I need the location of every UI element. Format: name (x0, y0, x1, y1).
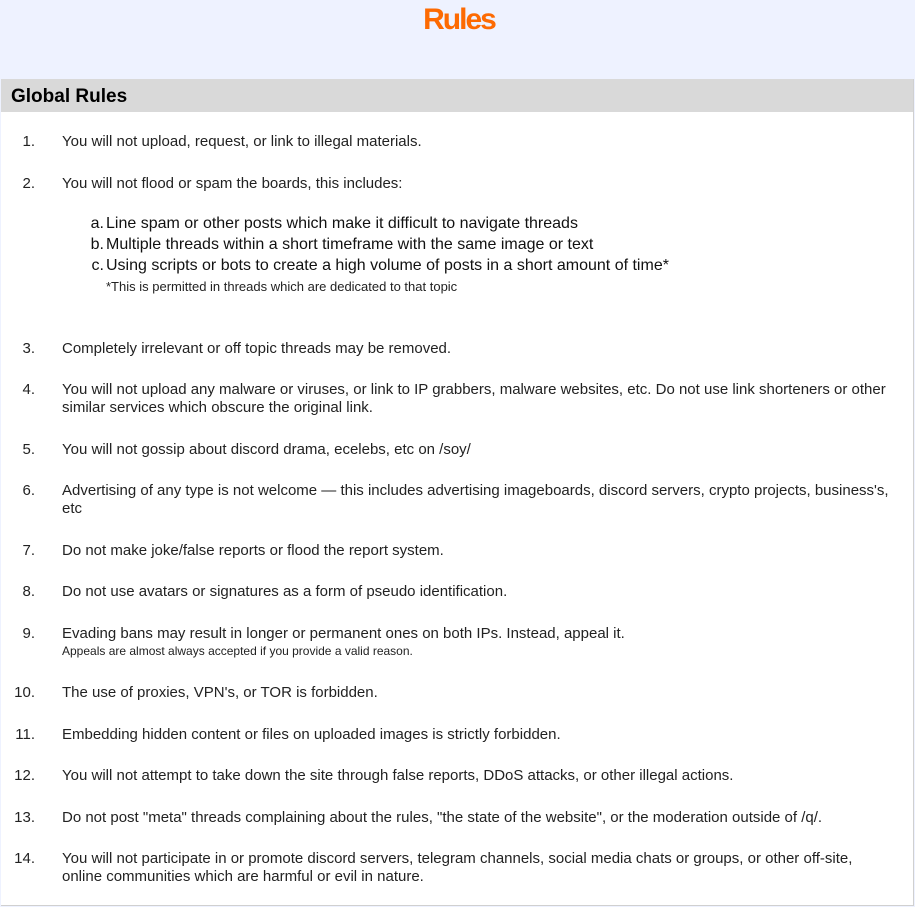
rule-text: You will not participate in or promote discord servers, telegram channels, social media chats or groups, or other off-site, online communities which are harmful or evil in nature. (62, 850, 853, 885)
sub-item-note: *This is permitted in threads which are dedicated to that topic (106, 279, 458, 294)
rules-box (1, 79, 914, 906)
page-header (0, 0, 915, 79)
rule-text: Do not use avatars or signatures as a form of pseudo identification. (62, 583, 508, 600)
rule-number: 14. (14, 850, 35, 867)
rule-number: 2. (22, 175, 35, 192)
rule-number: 9. (22, 625, 35, 642)
rule-text: You will not attempt to take down the site through false reports, DDoS attacks, or other illegal actions. (62, 767, 734, 784)
rule-number: 10. (14, 684, 35, 701)
rule-number: 5. (22, 441, 35, 458)
rule-text: Completely irrelevant or off topic threads may be removed. (62, 340, 452, 357)
rule-text: Do not post "meta" threads complaining about the rules, "the state of the website", or the moderation outside of /q/. (62, 809, 823, 826)
rule-number: 4. (22, 381, 35, 398)
rule-text: Do not make joke/false reports or flood the report system. (62, 542, 444, 559)
sub-item-letter: c. (91, 257, 104, 274)
rule-number: 12. (14, 767, 35, 784)
sub-item-text: Using scripts or bots to create a high volume of posts in a short amount of time* (106, 257, 669, 274)
rule-note: Appeals are almost always accepted if you provide a valid reason. (62, 644, 413, 658)
rule-text: Embedding hidden content or files on uploaded images is strictly forbidden. (62, 726, 561, 743)
rule-number: 8. (22, 583, 35, 600)
rule-text: You will not upload any malware or viruses, or link to IP grabbers, malware websites, etc. Do not use link shorteners or other similar services which obscure the original link. (62, 381, 886, 416)
page-title: Rules (423, 3, 495, 36)
rule-number: 7. (22, 542, 35, 559)
rule-text: The use of proxies, VPN's, or TOR is forbidden. (62, 684, 378, 701)
rule-number: 3. (22, 340, 35, 357)
rule-number: 6. (22, 482, 35, 499)
sub-item-text: Line spam or other posts which make it difficult to navigate threads (106, 215, 578, 232)
rule-number: 13. (14, 809, 35, 826)
rule-text: Advertising of any type is not welcome — this includes advertising imageboards, discord servers, crypto projects, business's, etc (62, 482, 889, 517)
rule-number: 11. (15, 726, 35, 743)
rule-text: You will not upload, request, or link to illegal materials. (62, 133, 422, 150)
rule-number: 1. (22, 133, 35, 150)
rule-text: Evading bans may result in longer or permanent ones on both IPs. Instead, appeal it. (62, 625, 625, 642)
sub-item-letter: a. (90, 215, 104, 232)
sub-item-text: Multiple threads within a short timeframe with the same image or text (106, 236, 594, 253)
rule-text: You will not gossip about discord drama, ecelebs, etc on /soy/ (62, 441, 471, 458)
sub-item-letter: b. (90, 236, 104, 253)
rule-text-block (62, 625, 892, 659)
rule-text: You will not flood or spam the boards, this includes: (62, 175, 403, 192)
section-heading: Global Rules (1, 79, 913, 112)
